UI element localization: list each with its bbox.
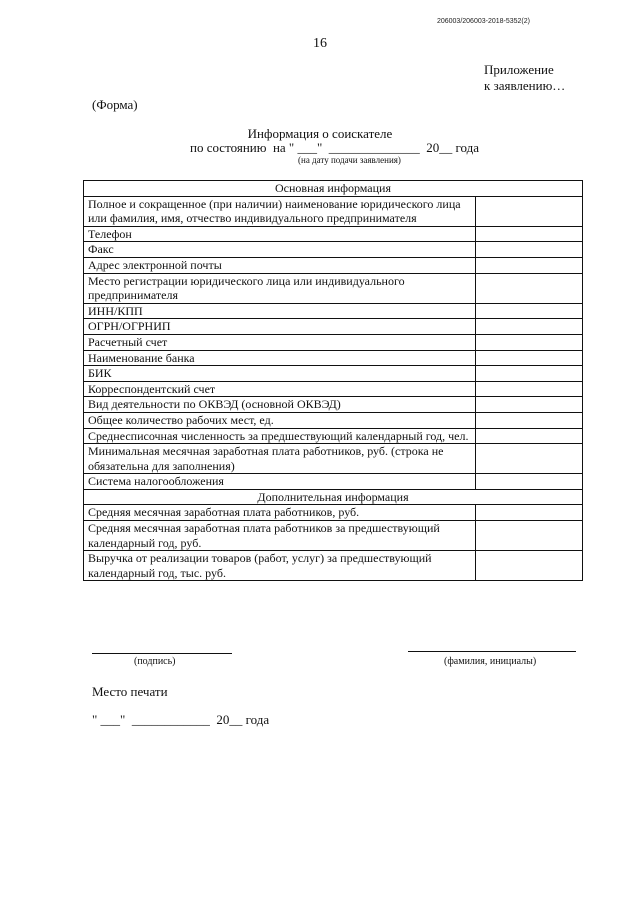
field-label: БИК — [84, 366, 476, 382]
section-title: Основная информация — [84, 181, 583, 197]
page-title: Информация о соискателе — [247, 126, 393, 141]
table-row — [84, 226, 583, 242]
table-row — [84, 381, 583, 397]
field-value-cell[interactable] — [476, 366, 583, 382]
field-label: Адрес электронной почты — [84, 257, 476, 273]
name-initials-label: (фамилия, инициалы) — [444, 656, 537, 667]
table-row — [84, 257, 583, 273]
field-value-cell[interactable] — [476, 242, 583, 258]
field-value-cell[interactable] — [476, 350, 583, 366]
signing-date-line: " ___" ____________ 20__ года — [92, 712, 270, 727]
field-value-cell[interactable] — [476, 257, 583, 273]
field-label: Средняя месячная заработная плата работников за предшествующий календарный год, руб. — [84, 521, 476, 551]
stamp-place-label: Место печати — [92, 684, 168, 699]
table-row — [84, 412, 583, 428]
table-row — [84, 428, 583, 444]
field-value-cell[interactable] — [476, 521, 583, 551]
table-row — [84, 397, 583, 413]
applicant-info-table — [83, 180, 583, 581]
table-row — [84, 521, 583, 551]
field-label: Общее количество рабочих мест, ед. — [84, 412, 476, 428]
field-label: ОГРН/ОГРНИП — [84, 319, 476, 335]
field-value-cell[interactable] — [476, 397, 583, 413]
field-label: Вид деятельности по ОКВЭД (основной ОКВЭД) — [84, 397, 476, 413]
appendix-line-1: Приложение — [484, 62, 554, 77]
field-label: Среднесписочная численность за предшествующий календарный год, чел. — [84, 428, 476, 444]
appendix-note — [484, 62, 565, 94]
page-number: 16 — [313, 36, 327, 51]
field-label: Место регистрации юридического лица или индивидуального предпринимателя — [84, 273, 476, 303]
name-initials-line — [408, 651, 576, 652]
field-value-cell[interactable] — [476, 551, 583, 581]
field-label: Минимальная месячная заработная плата работников, руб. (строка не обязательна для заполнения) — [84, 444, 476, 474]
table-row — [84, 551, 583, 581]
table-row — [84, 319, 583, 335]
signature-line — [92, 653, 232, 654]
field-label: Полное и сокращенное (при наличии) наименование юридического лица или фамилия, имя, отчество индивидуального предпринимателя — [84, 196, 476, 226]
field-value-cell[interactable] — [476, 303, 583, 319]
table-row — [84, 505, 583, 521]
field-value-cell[interactable] — [476, 273, 583, 303]
table-row — [84, 334, 583, 350]
field-value-cell[interactable] — [476, 412, 583, 428]
appendix-line-2: к заявлению… — [484, 78, 566, 93]
form-label: (Форма) — [92, 97, 138, 112]
field-value-cell[interactable] — [476, 319, 583, 335]
field-value-cell[interactable] — [476, 226, 583, 242]
field-label: Средняя месячная заработная плата работников, руб. — [84, 505, 476, 521]
field-value-cell[interactable] — [476, 381, 583, 397]
field-label: Корреспондентский счет — [84, 381, 476, 397]
field-label: Система налогообложения — [84, 474, 476, 490]
field-value-cell[interactable] — [476, 474, 583, 490]
table-row — [84, 474, 583, 490]
signature-label: (подпись) — [134, 656, 176, 667]
field-label: Наименование банка — [84, 350, 476, 366]
section-header-row — [84, 489, 583, 505]
field-label: Выручка от реализации товаров (работ, услуг) за предшествующий календарный год, тыс. руб. — [84, 551, 476, 581]
field-label: Расчетный счет — [84, 334, 476, 350]
table-row — [84, 273, 583, 303]
field-label: Телефон — [84, 226, 476, 242]
field-value-cell[interactable] — [476, 428, 583, 444]
table-row — [84, 242, 583, 258]
table-row — [84, 444, 583, 474]
table-row — [84, 303, 583, 319]
as-of-date-note: (на дату подачи заявления) — [298, 155, 401, 165]
table-row — [84, 366, 583, 382]
field-value-cell[interactable] — [476, 444, 583, 474]
field-value-cell[interactable] — [476, 334, 583, 350]
document-code: 206003/206003-2018-5352(2) — [436, 18, 530, 25]
table-row — [84, 196, 583, 226]
field-value-cell[interactable] — [476, 196, 583, 226]
field-value-cell[interactable] — [476, 505, 583, 521]
section-title: Дополнительная информация — [84, 489, 583, 505]
as-of-date-line: по состоянию на " ___" ______________ 20__ года — [190, 140, 480, 155]
field-label: Факс — [84, 242, 476, 258]
section-header-row — [84, 181, 583, 197]
table-row — [84, 350, 583, 366]
field-label: ИНН/КПП — [84, 303, 476, 319]
